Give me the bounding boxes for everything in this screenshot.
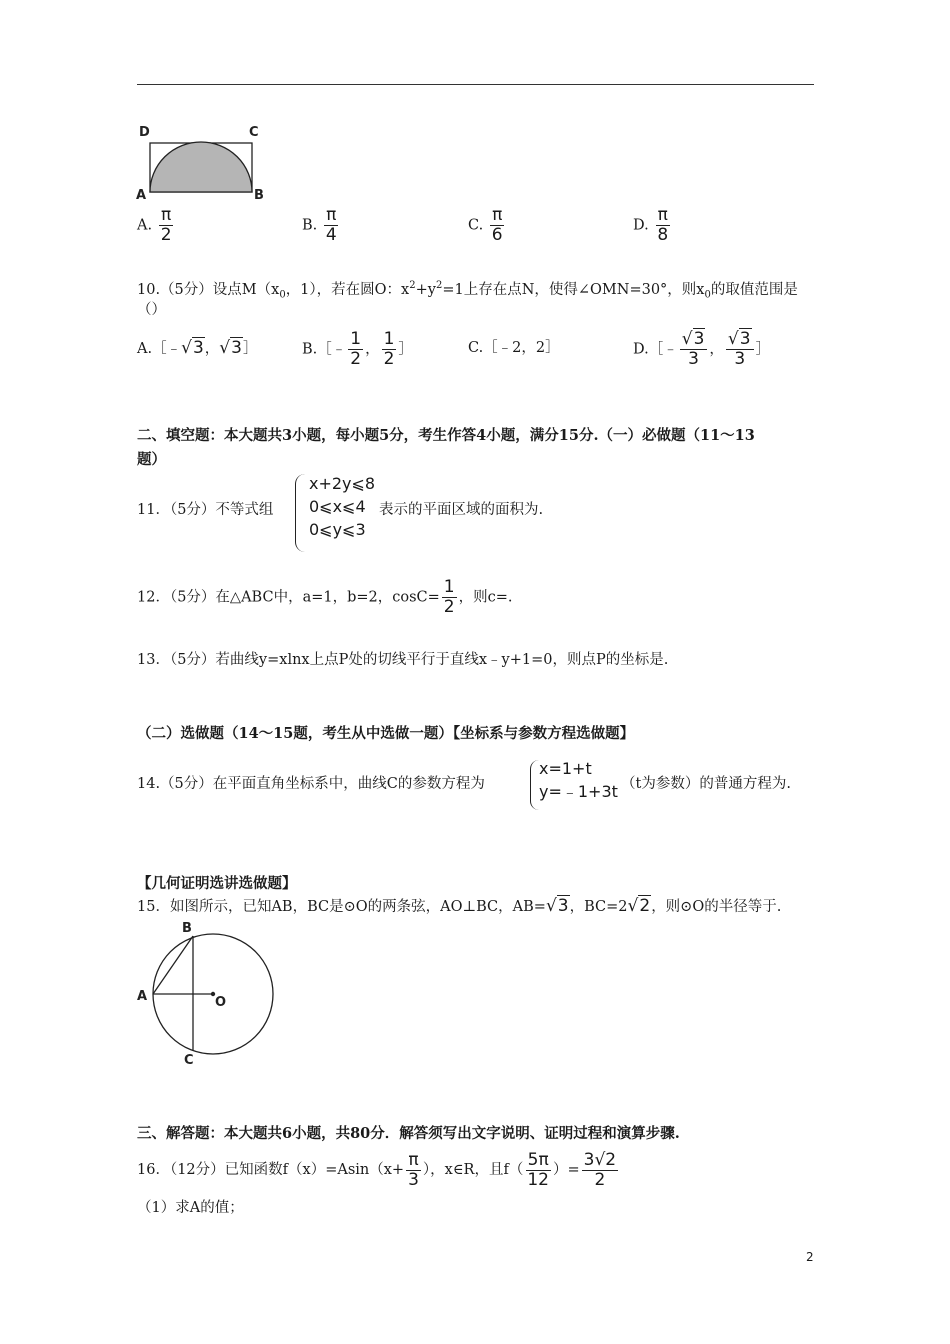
q14-row-1: x=1+t — [539, 759, 592, 778]
section-2-heading-line1: 二、填空题：本大题共3小题，每小题5分，考生作答4小题，满分15分.（一）必做题（11～13 — [137, 427, 755, 444]
q14-system — [539, 757, 618, 803]
circle-figure — [133, 918, 283, 1068]
geometry-heading: 【几何证明选讲选做题】 — [137, 875, 297, 892]
q16: 16．（12分）已知函数f（x）=Asin（x+ $\frac{\pi}{3}$ ），x∈R，且f（ $\frac{5\pi}{12}$ ）= $\frac{3√2}{2}$ — [137, 1149, 617, 1190]
q16-part-1: （1）求A的值； — [137, 1200, 244, 1216]
q11-system — [309, 472, 375, 541]
q14-row-2: y=﹣1+3t — [539, 782, 618, 801]
q14-prefix: 14.（5分）在平面直角坐标系中，曲线C的参数方程为 — [137, 776, 485, 792]
q9-option-d: D. $\frac{\pi}{8}$ — [633, 205, 669, 245]
q10-option-c: C.［﹣2，2］ — [468, 340, 560, 356]
page-number: 2 — [806, 1250, 814, 1264]
chord-ab — [153, 936, 193, 994]
label-a: A — [136, 188, 147, 203]
q11-brace — [295, 474, 308, 552]
q14-suffix: （t为参数）的普通方程为. — [621, 776, 791, 792]
q11-prefix: 11．（5分）不等式组 — [137, 502, 274, 518]
q10-stem: 10.（5分）设点$M(x_0$，1），若在圆O：$x^2+y^2=1$上存在点N，使得∠OMN=30°，则$x_0$的取值范围是 — [137, 280, 798, 301]
semicircle-figure — [133, 122, 273, 204]
label-a: A — [137, 989, 148, 1004]
q9-option-a: A. $\frac{\pi}{2}$ — [137, 205, 172, 245]
label-c: C — [249, 125, 259, 140]
q10-option-a: A.［﹣√3，√3］ — [137, 338, 258, 358]
q10-option-b: B.［﹣ $\frac{1}{2}$ ， $\frac{1}{2}$ ］ — [302, 329, 413, 369]
q9-option-b: B. $\frac{\pi}{4}$ — [302, 205, 337, 245]
label-d: D — [139, 125, 150, 140]
label-c: C — [184, 1053, 194, 1068]
section-2-heading-line2: 题） — [137, 451, 166, 468]
q11-row-2: 0⩽x⩽4 — [309, 497, 366, 516]
q13: 13．（5分）若曲线y=xlnx上点P处的切线平行于直线x﹣y+1=0，则点P的坐标是. — [137, 652, 669, 668]
q9-option-c: C. $\frac{\pi}{6}$ — [468, 205, 503, 245]
q11-row-3: 0⩽y⩽3 — [309, 520, 366, 539]
q10-option-d: D.［﹣ $\frac{√3}{3}$ ， $\frac{√3}{3}$ ］ — [633, 329, 771, 369]
label-o: O — [215, 995, 227, 1010]
q11-row-1: x+2y⩽8 — [309, 474, 376, 493]
q15: 15．如图所示，已知AB，BC是⊙O的两条弦，AO⊥BC，AB=√3，BC=2√2，则⊙O的半径等于. — [137, 896, 782, 916]
label-b: B — [254, 188, 264, 203]
elective-heading: （二）选做题（14～15题，考生从中选做一题）【坐标系与参数方程选做题】 — [137, 725, 635, 742]
q10-paren: （） — [137, 302, 166, 318]
shaded-half-disk — [150, 142, 252, 192]
header-rule — [137, 84, 814, 85]
q12: 12．（5分）在△ABC中，a=1，b=2，cosC= $\frac{1}{2}$ ，则c=. — [137, 577, 513, 617]
q11-suffix: 表示的平面区域的面积为. — [379, 502, 544, 518]
section-3-heading: 三、解答题：本大题共6小题，共80分．解答须写出文字说明、证明过程和演算步骤. — [137, 1125, 680, 1142]
label-b: B — [182, 921, 192, 936]
